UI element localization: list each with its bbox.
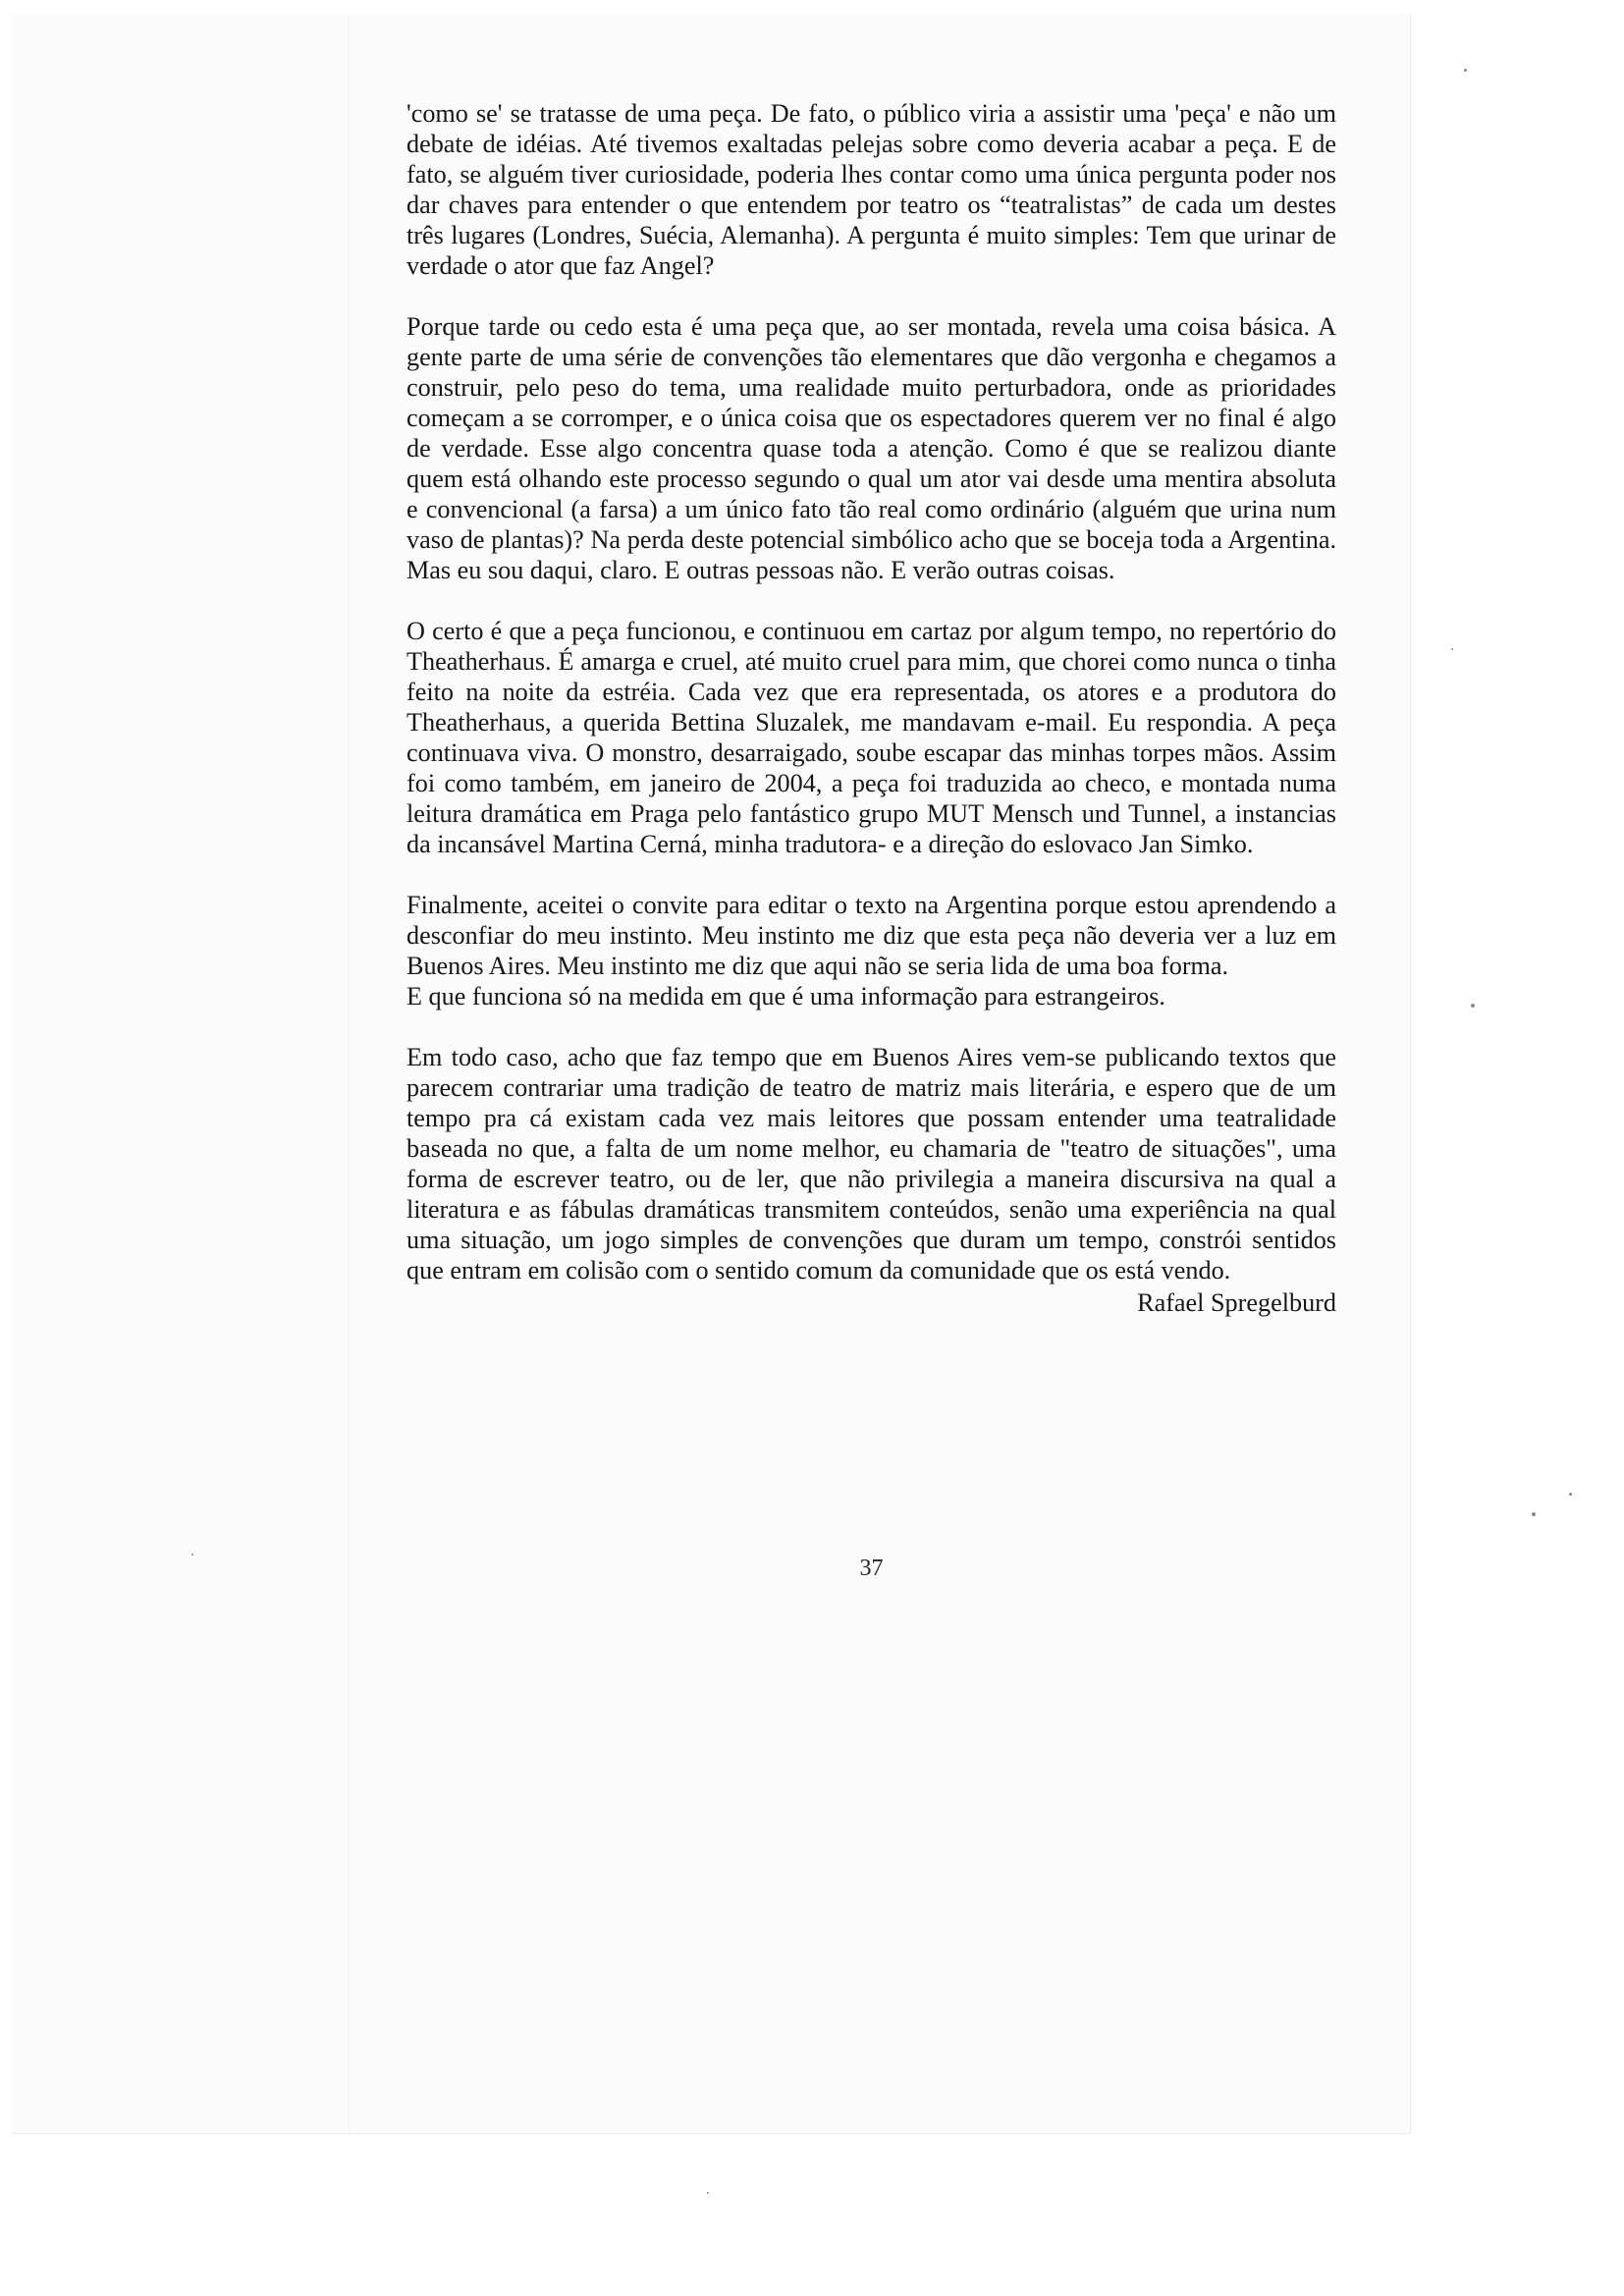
text-line: discursiva na qual a literatura e as fábulas dramáticas transmitem conteúdos, senão [406,1165,1336,1224]
text-line: simbólico acho que se boceja toda a Argentina. Mas eu sou daqui, claro. E outras [406,525,1337,584]
scan-speck [1569,1493,1572,1496]
text-line: e a produtora do Theatherhaus, a querida Bettina Sluzalek, me mandavam e-mail. Eu [406,678,1336,737]
paragraph-6 [406,1042,1336,1285]
text-line: ordinário (alguém que urina num vaso de plantas)? Na perda deste potencial [406,495,1336,554]
text-line: de um tempo pra cá existam cada vez mais leitores que possam entender uma [406,1073,1336,1132]
text-line: traduzida ao checo, e montada numa leitura dramática em Praga pelo fantástico [406,769,1336,828]
text-line: repertório do Theatherhaus. É amarga e cruel, até muito cruel para mim, que chorei [406,617,1336,676]
text-line: aprendendo a desconfiar do meu instinto. Meu instinto me diz que esta peça não [406,891,1337,950]
paragraph-2 [406,311,1336,585]
text-line: uma boa forma. [1066,952,1229,980]
text-line: deveria ver a luz em Buenos Aires. Meu instinto me diz que aqui não se seria lida de [406,921,1336,980]
text-line: uma mentira absoluta e convencional (a farsa) a um único fato tão real como [406,465,1336,523]
text-line: pergunta poder nos dar chaves para entender o que entendem por teatro os [406,160,1336,219]
paragraph-3 [406,616,1336,859]
text-line: peça. E de fato, se alguém tiver curiosidade, poderia lhes contar como uma única [406,130,1336,189]
text-line: grupo MUT Mensch und Tunnel, a instancias da incansável Martina Cerná, minha [406,799,1336,858]
text-line: que parecem contrariar uma tradição de teatro de matriz mais literária, e espero que [406,1043,1336,1102]
text-line: comunidade que os está vendo. [909,1256,1231,1285]
text-line: gente parte de uma série de convenções tão elementares que dão vergonha e [406,343,1215,371]
text-line: Finalmente, aceitei o convite para editar o texto na Argentina porque estou [406,891,1198,919]
scan-speck [1532,1512,1536,1516]
paragraph-4 [406,890,1336,981]
text-line: E que funciona só na medida em que é uma informação para estrangeiros. [406,982,1165,1011]
text-line: no final é algo de verdade. Esse algo concentra quase toda a atenção. Como é que se [406,404,1337,463]
text-line: Porque tarde ou cedo esta é uma peça que, ao ser montada, revela uma coisa básica. A [406,312,1336,341]
text-line: respondia. A peça continuava viva. O monstro, desarraigado, soube escapar das [406,708,1336,767]
text-line: situações", uma forma de escrever teatro, ou de ler, que não privilegia a maneira [406,1134,1336,1193]
scan-speck [1451,648,1453,650]
text-line: “teatralistas” de cada um destes três lugares (Londres, Suécia, Alemanha). A [406,191,1336,249]
text-line: O certo é que a peça funcionou, e continuou em cartaz por algum tempo, no [406,617,1203,645]
text-line: Em todo caso, acho que faz tempo que em Buenos Aires vem-se publicando textos [406,1043,1300,1071]
text-line: pessoas não. E verão outras coisas. [755,556,1115,584]
text-line: realizou diante quem está olhando este processo segundo o qual um ator vai desde [406,434,1336,493]
text-line: um debate de idéias. Até tivemos exaltadas pelejas sobre como deveria acabar a [406,99,1336,158]
text-line: uma experiência na qual uma situação, um jogo simples de convenções que duram [406,1195,1336,1254]
text-line: prioridades começam a se corromper, e o única coisa que os espectadores querem ver [406,373,1336,432]
scan-speck [1464,69,1467,72]
author-signature: Rafael Spregelburd [1137,1288,1336,1317]
text-line: teatralidade baseada no que, a falta de um nome melhor, eu chamaria de "teatro de [406,1104,1336,1163]
text-line: como nunca o tinha feito na noite da estréia. Cada vez que era representada, os atores [406,647,1336,706]
scan-speck [191,1554,193,1556]
scan-speck [1471,1004,1475,1008]
paragraph-5 [406,981,1336,1011]
text-line: um tempo, constrói sentidos que entram em colisão com o sentido comum da [406,1226,1336,1285]
scan-speck [707,2192,709,2194]
page-content [406,98,1337,1581]
scan-fold-line [349,14,350,2133]
text-line: tradutora- e a direção do eslovaco Jan Simko. [785,830,1254,858]
text-line: pergunta é muito simples: Tem que urinar de verdade o ator que faz Angel? [406,221,1336,280]
text-line: chegamos a construir, pelo peso do tema, uma realidade muito perturbadora, onde as [406,343,1336,402]
page-number: 37 [859,1556,884,1581]
text-line: minhas torpes mãos. Assim foi como também, em janeiro de 2004, a peça foi [406,738,1336,797]
text-line: 'como se' se tratasse de uma peça. De fato, o público viria a assistir uma 'peça' e não [406,99,1304,128]
paragraph-1 [406,98,1336,281]
